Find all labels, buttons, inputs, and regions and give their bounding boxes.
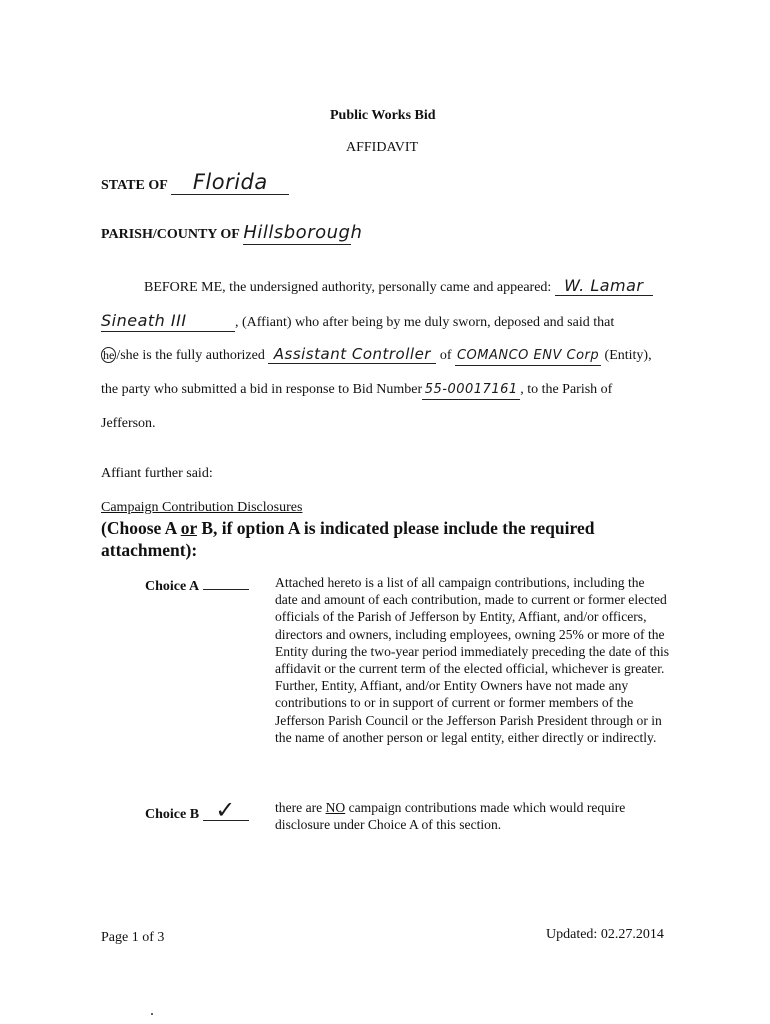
bid-text: the party who submitted a bid in response to Bid Number <box>101 382 423 397</box>
entity-value: COMANCO ENV Corp <box>456 348 600 363</box>
affiant-row <box>101 311 614 332</box>
campaign-section-title: Campaign Contribution Disclosures <box>101 500 303 515</box>
county-value: Hillsborough <box>243 222 363 243</box>
choice-a-text: Attached hereto is a list of all campaign contributions, including the date and amount of each contribution, made to current or former elected officials of the Parish of Jefferson by Entity, Affiant, and/or officers, directors and owners, including employees, owning 25% or more of the Entity during the two-year period immediately preceding the date of this affidavit or the current term of the elected official, whichever is greater. Further, Entity, Affiant, and/or Entity Owners have not made any contributions to or in support of current or former members of the Jefferson Parish Council or the Jefferson Parish President through or in the name of another person or legal entity, either directly or indirectly. <box>275 575 670 745</box>
entity-tail-text: (Entity), <box>604 348 652 363</box>
document-subtitle: AFFIDAVIT <box>346 140 419 155</box>
page-number: Page 1 of 3 <box>101 930 165 945</box>
choice-b-no: NO <box>325 800 346 815</box>
campaign-instruction-line2: attachment): <box>101 540 198 560</box>
before-me-row <box>144 277 653 296</box>
county-label: PARISH/COUNTY OF <box>101 227 240 242</box>
document-title: Public Works Bid <box>330 108 436 123</box>
affiant-name-part2: Sineath III <box>101 311 187 330</box>
choice-a-row <box>145 575 249 595</box>
he-circled: he <box>103 348 115 362</box>
choice-a-label: Choice A <box>145 579 200 594</box>
affiant-name-field-1[interactable] <box>555 277 653 296</box>
affiant-tail-text: , (Affiant) who after being by me duly sworn, deposed and said that <box>235 315 615 330</box>
jefferson-text: Jefferson. <box>101 416 156 431</box>
instruction-part1: (Choose A <box>101 518 181 538</box>
instruction-part2: B, if option A is indicated please include the required <box>196 518 595 538</box>
campaign-instruction <box>101 518 594 539</box>
entity-field[interactable] <box>455 347 601 366</box>
she-text: /she is the fully authorized <box>116 348 265 363</box>
updated-date: Updated: 02.27.2014 <box>546 927 664 942</box>
state-row <box>101 170 289 195</box>
county-field[interactable] <box>243 222 363 245</box>
choice-b-mark-field[interactable] <box>203 796 249 824</box>
bid-tail-text: , to the Parish of <box>520 382 613 397</box>
bid-number-field[interactable] <box>422 381 520 400</box>
authorized-row <box>101 345 652 366</box>
bid-row <box>101 381 612 400</box>
bid-number-value: 55-00017161 <box>424 382 518 397</box>
county-row <box>101 222 363 245</box>
before-me-text: BEFORE ME, the undersigned authority, personally came and appeared: <box>144 280 552 295</box>
scan-speck <box>151 1013 153 1015</box>
choice-b-checkmark: ✓ <box>215 796 236 824</box>
affiant-name-part1: W. Lamar <box>564 276 644 295</box>
title-value: Assistant Controller <box>273 345 431 363</box>
state-label: STATE OF <box>101 178 168 193</box>
choice-b-text <box>275 799 670 833</box>
choice-b-prefix: there are <box>275 800 326 815</box>
state-field[interactable] <box>171 170 289 195</box>
affiant-name-field-2[interactable] <box>101 311 235 332</box>
instruction-or: or <box>180 518 197 538</box>
choice-b-label: Choice B <box>145 807 200 822</box>
choice-b-row <box>145 796 249 824</box>
choice-a-mark-field[interactable] <box>203 575 249 590</box>
choice-b-suffix: campaign contributions made which would require disclosure under Choice A of this section. <box>275 800 626 833</box>
title-field[interactable] <box>268 345 436 364</box>
state-value: Florida <box>192 170 268 194</box>
of-text: of <box>439 348 452 363</box>
affiant-further-text: Affiant further said: <box>101 466 213 481</box>
